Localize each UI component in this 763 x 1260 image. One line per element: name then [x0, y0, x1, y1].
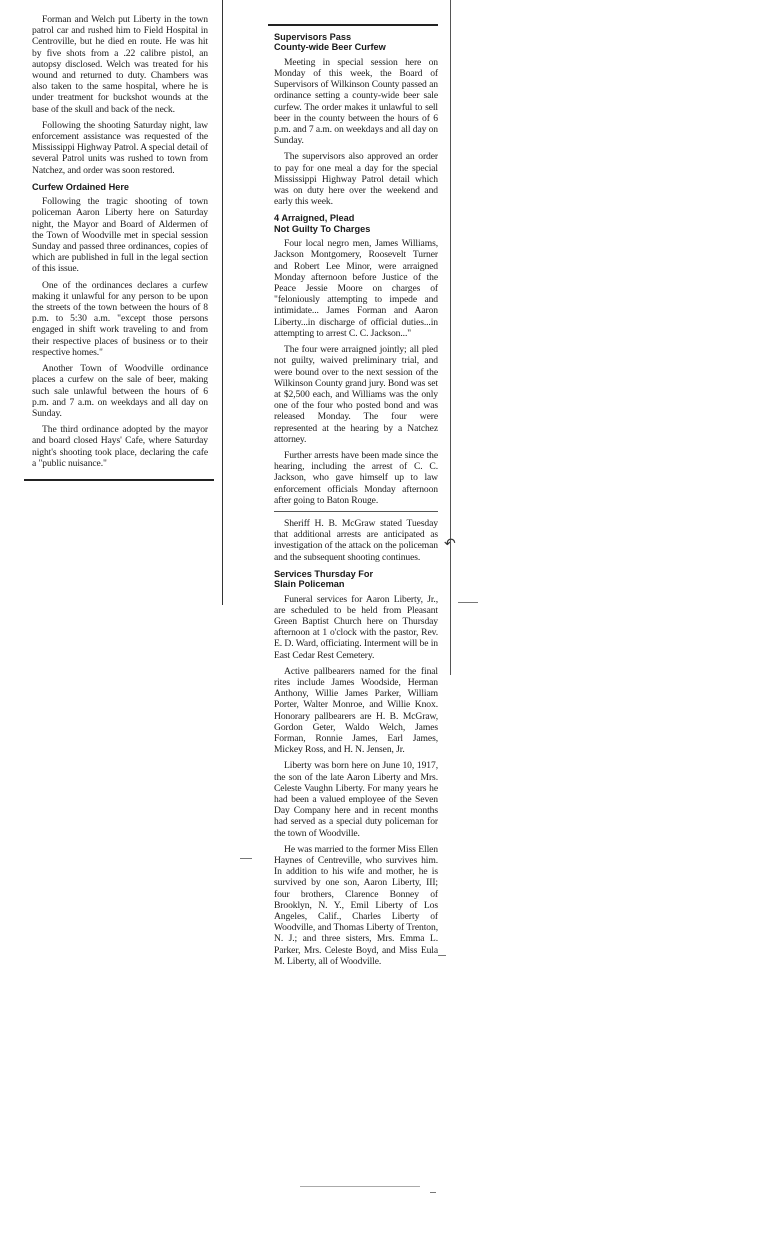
headline-line: Slain Policeman	[274, 579, 345, 590]
headline-line: County-wide Beer Curfew	[274, 42, 386, 53]
article-paragraph: Following the tragic shooting of town policeman Aaron Liberty here on Saturday night, the Mayor and Board of Aldermen of the Town of Woodville met in special session Sunday and passed three ordinances, copies of which are published in full in the legal section of this issue.	[32, 196, 208, 275]
article-paragraph: Following the shooting Saturday night, law enforcement assistance was requested of the Mississippi Highway Patrol. A special detail of several Patrol units was rushed to town from Natchez, and order was soon restored.	[32, 119, 208, 176]
headline-arraigned	[274, 213, 438, 234]
column-top-rule	[268, 24, 438, 26]
left-column	[32, 0, 208, 481]
article-paragraph: Sheriff H. B. McGraw stated Tuesday that additional arrests are anticipated as investigation of the attack on the policeman and the subsequent shooting continues.	[274, 517, 438, 563]
headline-line: 4 Arraigned, Plead	[274, 213, 355, 224]
article-paragraph: Four local negro men, James Williams, Jackson Montgomery, Roosevelt Turner and Robert Lee Minor, were arraigned Monday afternoon before Justice of the Peace Jessie Moore on charges of "feloniously attempting to impede and intimidate... James Forman and Aaron Liberty...in discharge of official duties...in attempting to arrest C. C. Jackson..."	[274, 238, 438, 339]
handwritten-mark: ↶	[444, 536, 456, 552]
scan-mark	[438, 955, 446, 956]
scan-mark	[430, 1192, 436, 1193]
right-column	[274, 0, 438, 972]
scan-mark	[300, 1186, 420, 1187]
headline-line: Services Thursday For	[274, 568, 374, 579]
article-paragraph: Another Town of Woodville ordinance places a curfew on the sale of beer, making such sale unlawful between the hours of 6 p.m. and 7 a.m. on weekdays and all day on Sunday.	[32, 363, 208, 419]
headline-services	[274, 569, 438, 590]
scan-mark	[458, 602, 478, 603]
article-paragraph: Funeral services for Aaron Liberty, Jr., are scheduled to be held from Pleasant Green Baptist Church here on Thursday afternoon at 1 o'clock with the pastor, Rev. E. D. Ward, officiating. Interment will be in East Cedar Rest Cemetery.	[274, 593, 438, 661]
article-paragraph: Further arrests have been made since the hearing, including the arrest of C. C. Jackson, who gave himself up to law enforcement officials Monday afternoon after going to Baton Rouge.	[274, 449, 438, 506]
headline-line: Not Guilty To Charges	[274, 223, 371, 234]
column-divider-right	[450, 0, 451, 675]
article-end-rule	[24, 479, 214, 481]
article-paragraph: He was married to the former Miss Ellen Haynes of Centreville, who survives him. In addition to his wife and mother, he is survived by one son, Aaron Liberty, III; four brothers, Clarence Bonney of Brooklyn, N. Y., Emil Liberty of Los Angeles, Calif., Charles Liberty of Woodville, and Thomas Liberty of Trenton, N. J.; and three sisters, Mrs. Emma L. Parker, Mrs. Celeste Boyd, and Miss Eula M. Liberty, all of Woodville.	[274, 843, 438, 967]
column-divider-left	[222, 0, 223, 605]
article-paragraph: Active pallbearers named for the final rites include James Woodside, Herman Anthony, Willie James Parker, William Porter, Walter Monroe, and Willie Knox. Honorary pallbearers are H. B. McGraw, Gordon Geter, Waldo Welch, James Forman, Ronnie James, Earl James, Mickey Ross, and H. N. Jensen, Jr.	[274, 665, 438, 756]
article-paragraph: One of the ordinances declares a curfew making it unlawful for any person to be upon the streets of the town between the hours of 8 p.m. to 5:30 a.m. "except those persons engaged in shift work traveling to and from their respective places of business or to their respective homes."	[32, 279, 208, 358]
scan-mark	[240, 858, 252, 859]
headline-curfew: Curfew Ordained Here	[32, 181, 130, 192]
article-paragraph: Meeting in special session here on Monday of this week, the Board of Supervisors of Wilkinson County passed an ordinance setting a county-wide beer sale curfew. The order makes it unlawful to sell beer in the county between the hours of 6 p.m. and 7 a.m. on weekdays and all day on Sunday.	[274, 56, 438, 147]
article-paragraph: The third ordinance adopted by the mayor and board closed Hays' Cafe, where Saturday night's shooting took place, declaring the cafe a "public nuisance."	[32, 424, 208, 469]
article-paragraph: Forman and Welch put Liberty in the town patrol car and rushed him to Field Hospital in Centroville, but he died en route. He was hit by five shots from a .22 calibre pistol, an autopsy disclosed. Welch was treated for his wound and returned to duty. Chambers was also taken to the same hospital, where he is under treatment for buckshot wounds at the base of the skull and back of the neck.	[32, 14, 208, 115]
article-paragraph: Liberty was born here on June 10, 1917, the son of the late Aaron Liberty and Mrs. Celeste Vaughn Liberty. For many years he had been a valued employee of the Seven Day Company here and in recent months had served as a special duty policeman for the town of Woodville.	[274, 760, 438, 839]
headline-supervisors	[274, 32, 438, 53]
article-paragraph: The supervisors also approved an order to pay for one meal a day for the special Mississippi Highway Patrol detail which was on duty here over the weekend and early this week.	[274, 151, 438, 208]
section-rule	[274, 511, 438, 512]
article-paragraph: The four were arraigned jointly; all pled not guilty, waived preliminary trial, and were bound over to the next session of the Wilkinson County grand jury. Bond was set at $2,500 each, and Williams was the only one of the four who posted bond and was released Monday. The four were represented at the hearing by a Natchez attorney.	[274, 344, 438, 445]
headline-line: Supervisors Pass	[274, 32, 352, 42]
